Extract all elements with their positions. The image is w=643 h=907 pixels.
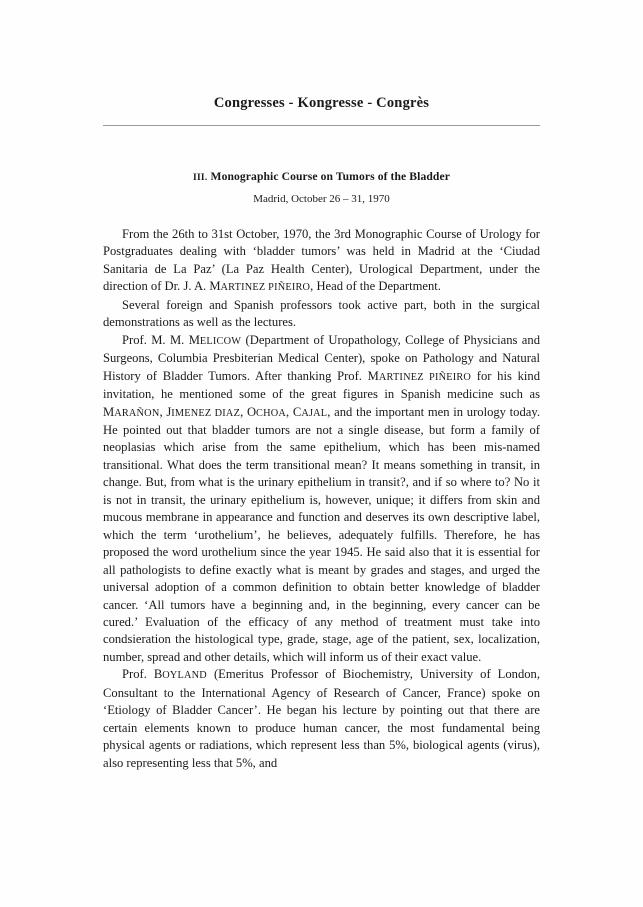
paragraph-1: From the 26th to 31st October, 1970, the 3rd Monographic Course of Urology for Postgraduates dealing with ‘bladder tumors’ was held in Madrid at the ‘Ciudad Sanitaria de La Paz’ (La Paz Health Center), Urological Department, under the direction of Dr. J. A. MARTINEZ PIÑEIRO, Head of the Department. <box>103 227 540 294</box>
page-content <box>103 95 540 772</box>
course-number: III. <box>193 173 208 183</box>
page-title: Congresses - Kongresse - Congrès <box>213 95 430 111</box>
header-divider <box>103 125 540 126</box>
paragraph-3: Prof. M. M. MELICOW (Department of Uropathology, College of Physicians and Surgeons, Columbia Presbiterian Medical Center), spoke on Pathology and Natural History of Bladder Tumors. After thanking Prof. MARTINEZ PIÑEIRO for his kind invitation, he mentioned some of the great figures in Spanish medicine such as MARAÑON, JIMENEZ DIAZ, OCHOA, CAJAL, and the important men in urology today. He pointed out that bladder tumors are not a single disease, but form a family of neoplasias which arise from the same epithelium, which has been mis-named transitional. What does the term transitional mean? It means something in transit, in change. But, from what is the urinary epithelium in transit?, and if so where to? No it is not in transit, the urinary epithelium is, however, unique; it differs from skin and mucous membrane in appearance and function and deserves its own descriptive label, which the term ‘urothelium’, he believes, adequately fulfills. Therefore, he has proposed the word urothelium since the year 1945. He said also that it is essential for all pathologists to define exactly what is meant by grades and stages, and urged the universal adoption of a common definition to obtain better knowledge of bladder cancer. ‘All tumors have a beginning and, in the beginning, every cancer can be cured.’ Evaluation of the efficacy of any method of treatment must take into condsieration the histological type, grade, stage, age of the patient, sex, localization, number, spread and other details, which will inform us of their exact value. <box>103 332 540 664</box>
course-heading <box>103 170 540 183</box>
course-place-date: Madrid, October 26 – 31, 1970 <box>253 193 390 205</box>
course-title-text: Monographic Course on Tumors of the Bladder <box>210 170 450 183</box>
paragraph-2: Several foreign and Spanish professors took active part, both in the surgical demonstrations as well as the lectures. <box>103 297 540 330</box>
paragraph-4: Prof. BOYLAND (Emeritus Professor of Biochemistry, University of London, Consultant to the International Agency of Research of Cancer, France) spoke on ‘Etiology of Bladder Cancer’. He began his lecture by pointing out that there are certain elements known to produce human cancer, the most fundamental being physical agents or radiations, which represent less than 5%, biological agents (virus), also representing less that 5%, and <box>103 667 540 770</box>
